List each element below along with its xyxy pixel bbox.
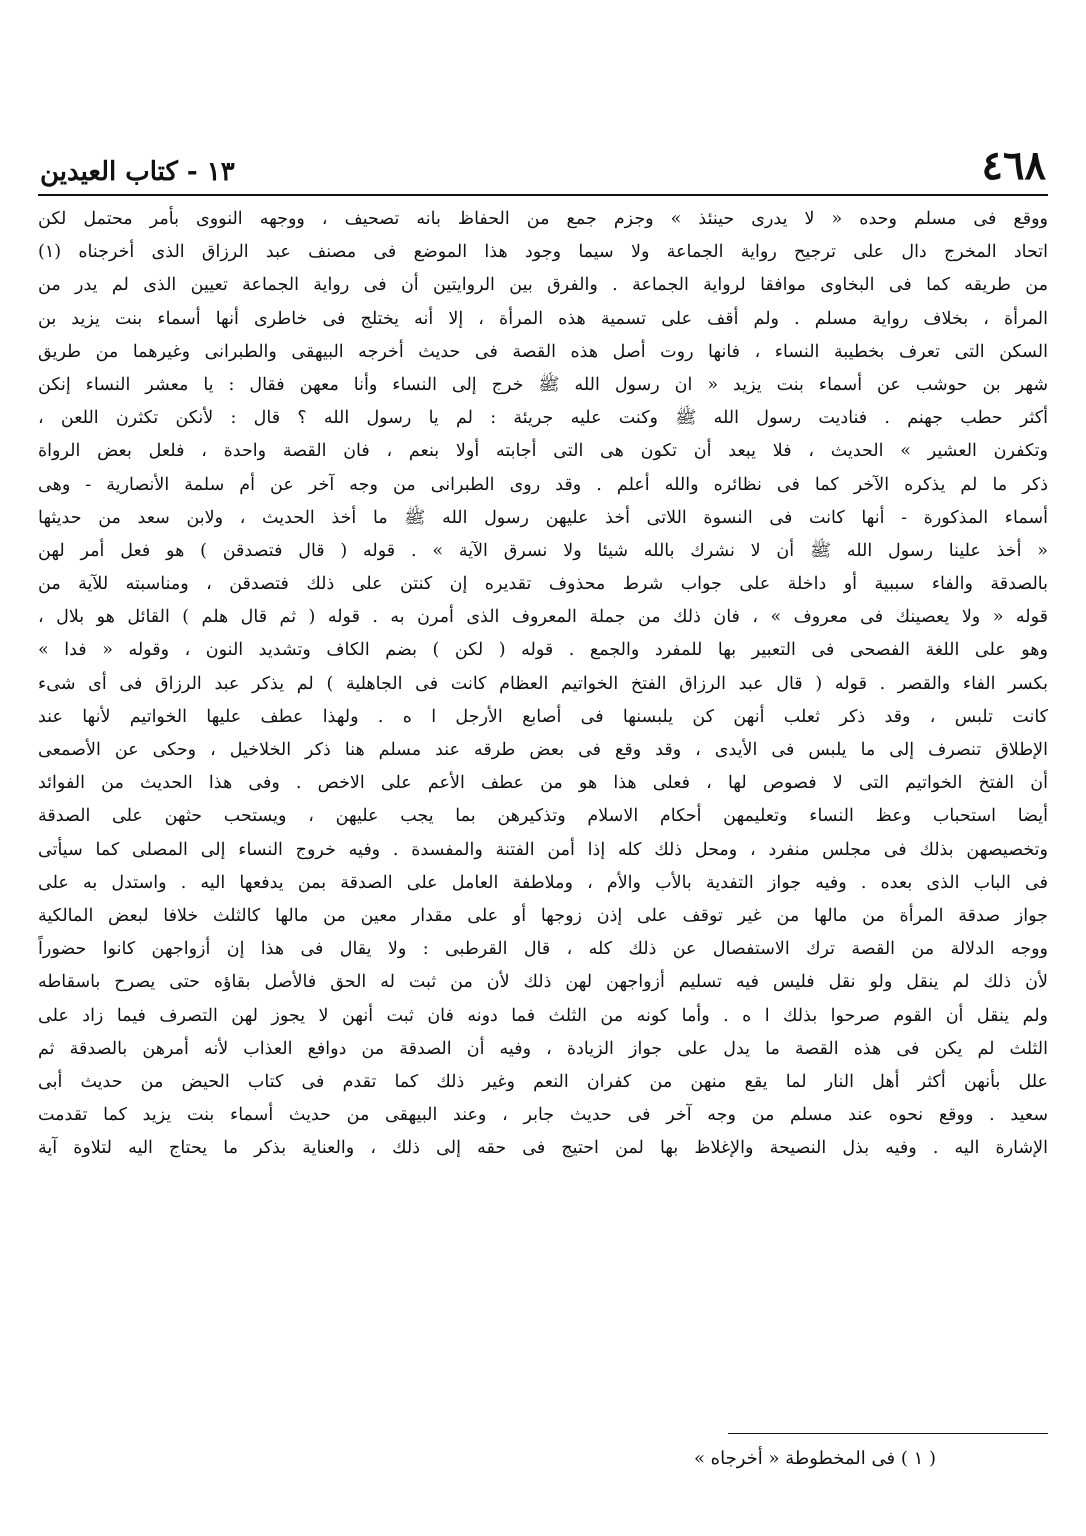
text-line: كانت تلبس ، وقد ذكر ثعلب أنهن كن يلبسنها فى أصابع الأرجل ا ه . ولهذا عطف عليها الخواتيم لأنها عند (38, 706, 1048, 727)
text-line: الثلث لم يكن فى هذه القصة ما يدل على جواز الزيادة ، وفيه أن الصدقة من دوافع العذاب لأنه أمرهن بالصدقة ثم (38, 1038, 1048, 1059)
page-number: ٤٦٨ (981, 142, 1046, 189)
text-line: شهر بن حوشب عن أسماء بنت يزيد « ان رسول الله ﷺ خرج إلى النساء وأنا معهن فقال : يا معشر النساء إنكن (38, 374, 1048, 395)
body-text (38, 203, 1048, 1165)
text-line: وتخصيصهن بذلك فى مجلس منفرد ، ومحل ذلك كله إذا أمن الفتنة والمفسدة . وفيه خروج النساء إلى المصلى كما سيأتى (38, 839, 1048, 860)
page-header (40, 140, 1046, 188)
chapter-title: ١٣ - كتاب العيدين (40, 157, 235, 187)
footnote: ( ١ ) فى المخطوطة « أخرجاه » (693, 1448, 936, 1469)
text-line: قوله « ولا يعصينك فى معروف » ، فان ذلك من جملة المعروف الذى أمرن به . قوله ( ثم قال هلم ) القائل هو بلال ، (38, 607, 1048, 628)
text-line: السكن التى تعرف بخطيبة النساء ، فانها روت أصل هذه القصة فى حديث أخرجه البيهقى والطبرانى وغيرهما من طريق (38, 341, 1048, 362)
text-line: « أخذ علينا رسول الله ﷺ أن لا نشرك بالله شيئا ولا نسرق الآية » . قوله ( قال فتصدقن ) هو فعل أمر لهن (38, 540, 1048, 561)
text-line: المرأة ، بخلاف رواية مسلم . ولم أقف على تسمية هذه المرأة ، إلا أنه يختلج فى خاطرى أنها أسماء بنت يزيد بن (38, 308, 1048, 329)
text-line: بكسر الفاء والقصر . قوله ( قال عبد الرزاق الفتخ الخواتيم العظام كانت فى الجاهلية ) لم يذكر عبد الرزاق فى أى شىء (38, 673, 1048, 694)
text-line: ووقع فى مسلم وحده « لا يدرى حينئذ » وجزم جمع من الحفاظ بانه تصحيف ، ووجهه النووى بأمر محتمل لكن (38, 209, 1048, 229)
text-line: ذكر ما لم يذكره الآخر كما فى نظائره والله أعلم . وقد روى الطبرانى من وجه آخر عن أم سلمة الأنصارية - وهى (38, 474, 1048, 495)
text-line: وتكفرن العشير » الحديث ، فلا يبعد أن تكون هى التى أجابته أولا بنعم ، فان القصة واحدة ، فلعل بعض الرواة (38, 441, 1048, 462)
text-line: ولم ينقل أن القوم صرحوا بذلك ا ه . وأما كونه من الثلث فما دونه فان ثبت أنهن لا يجوز لهن التصرف فيما زاد على (38, 1005, 1048, 1026)
footnote-divider (728, 1433, 1048, 1434)
text-line: سعيد . ووقع نحوه عند مسلم من وجه آخر فى حديث جابر ، وعند البيهقى من حديث أسماء بنت يزيد كما تقدمت (38, 1105, 1048, 1126)
text-line: أكثر حطب جهنم . فناديت رسول الله ﷺ وكنت عليه جريئة : لم يا رسول الله ؟ قال : لأنكن تكثرن اللعن ، (38, 408, 1048, 429)
text-line: أن الفتخ الخواتيم التى لا فصوص لها ، فعلى هذا هو من عطف الأعم على الاخص . وفى هذا الحديث من الفوائد (38, 773, 1048, 794)
header-divider (38, 194, 1048, 196)
text-line: أسماء المذكورة - أنها كانت فى النسوة اللاتى أخذ عليهن رسول الله ﷺ ما أخذ الحديث ، ولابن سعد من حديثها (38, 507, 1048, 528)
text-line: لأن ذلك لم ينقل ولو نقل فليس فيه تسليم أزواجهن لهن ذلك لأن من ثبت له الحق فالأصل بقاؤه حتى يصرح باسقاطه (38, 972, 1048, 993)
text-line: بالصدقة والفاء سببية أو داخلة على جواب شرط محذوف تقديره إن كنتن على ذلك فتصدقن ، ومناسبته للآية من (38, 574, 1048, 595)
text-line: من طريقه كما فى البخاوى موافقا لرواية الجماعة . والفرق بين الروايتين أن فى رواية الجماعة تعيين الذى لم يدر من (38, 275, 1048, 296)
text-line: ووجه الدلالة من القصة ترك الاستفصال عن ذلك كله ، قال القرطبى : ولا يقال فى هذا إن أزواجهن كانوا حضوراً (38, 939, 1048, 960)
text-line: الإطلاق تنصرف إلى ما يلبس فى الأيدى ، وقد وقع فى بعض طرقه عند مسلم هنا ذكر الخلاخيل ، وحكى عن الأصمعى (38, 740, 1048, 760)
text-line: وهو على اللغة الفصحى فى التعبير بها للمفرد والجمع . قوله ( لكن ) بضم الكاف وتشديد النون ، وقوله « فدا » (38, 640, 1048, 661)
text-line: الإشارة اليه . وفيه بذل النصيحة والإغلاظ بها لمن احتيج فى حقه إلى ذلك ، والعناية بذكر ما يحتاج اليه لتلاوة آية (38, 1138, 1048, 1159)
text-line: فى الباب الذى بعده . وفيه جواز التفدية بالأب والأم ، وملاطفة العامل على الصدقة بمن يدفعها اليه . واستدل به على (38, 872, 1048, 893)
text-line: علل بأنهن أكثر أهل النار لما يقع منهن من كفران النعم وغير ذلك كما تقدم فى كتاب الحيض من حديث أبى (38, 1071, 1048, 1092)
text-line: أيضا استحباب وعظ النساء وتعليمهن أحكام الاسلام وتذكيرهن بما يجب عليهن ، ويستحب حثهن على الصدقة (38, 806, 1048, 827)
text-line: اتحاد المخرج دال على ترجيح رواية الجماعة ولا سيما وجود هذا الموضع فى مصنف عبد الرزاق الذى أخرجناه (١) (38, 242, 1048, 263)
text-line: جواز صدقة المرأة من مالها من غير توقف على إذن زوجها أو على مقدار معين من مالها كالثلث خلافا لبعض المالكية (38, 905, 1048, 926)
